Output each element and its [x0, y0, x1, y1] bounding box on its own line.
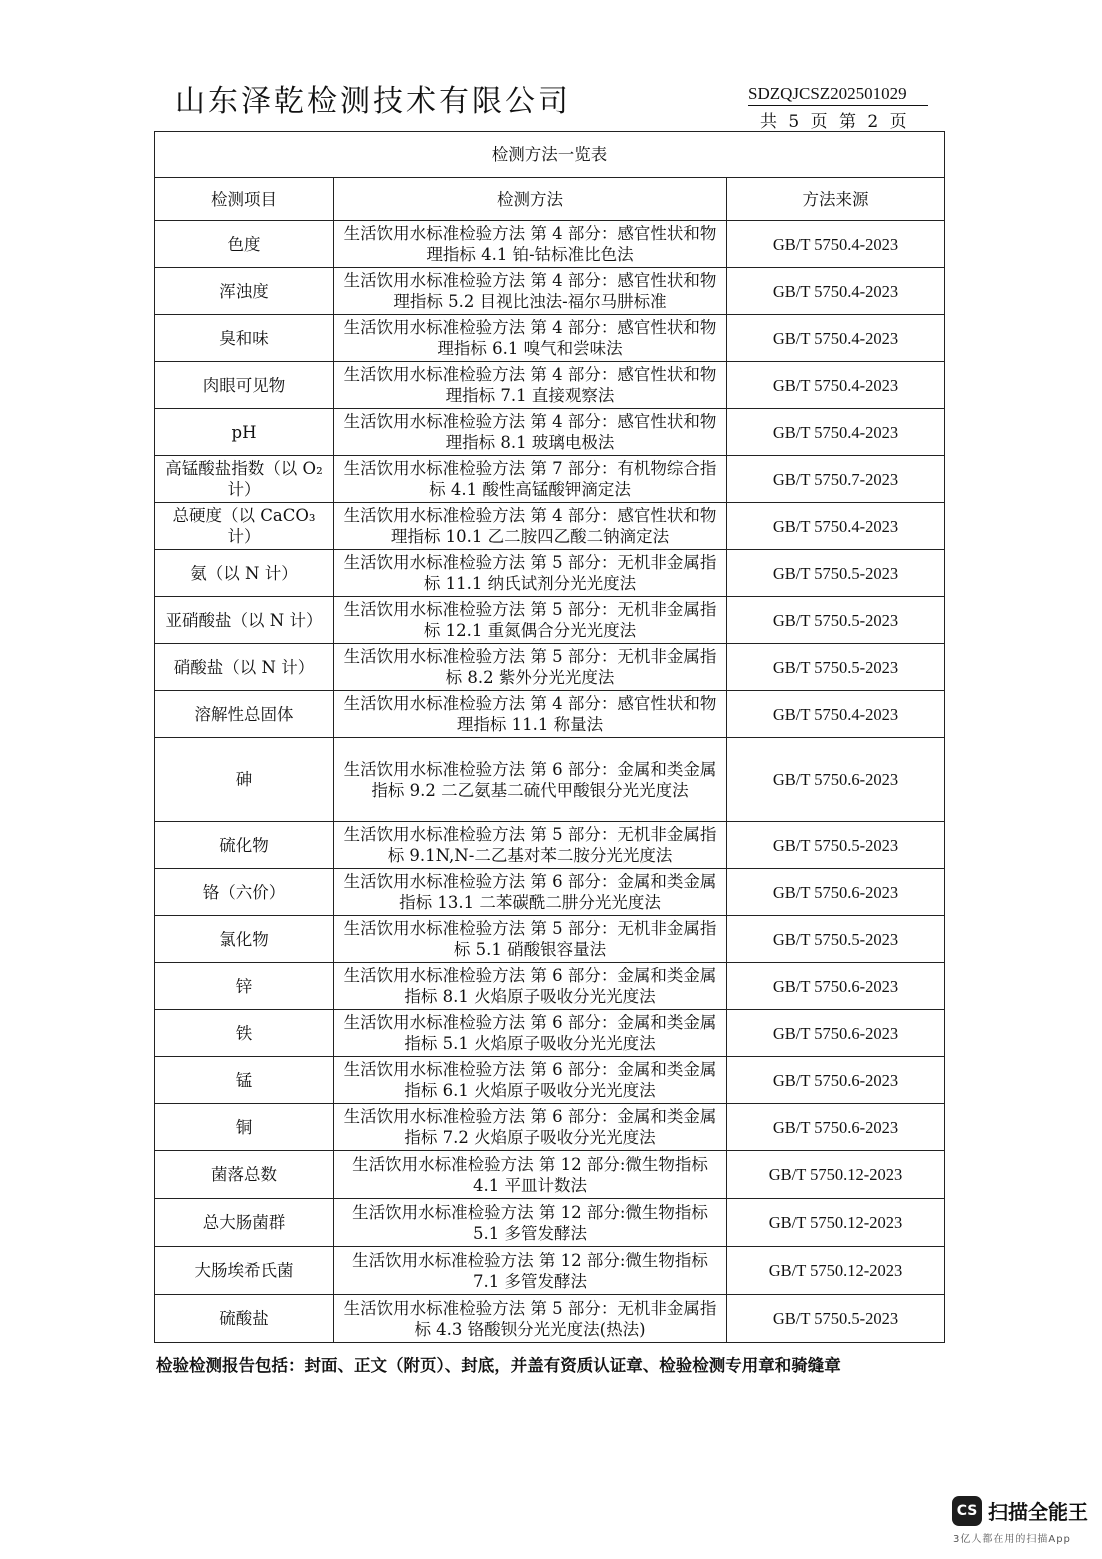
method-cell: 生活饮用水标准检验方法 第 7 部分：有机物综合指标 4.1 酸性高锰酸钾滴定法 — [334, 456, 727, 503]
item-cell: 高锰酸盐指数（以 O₂ 计） — [155, 456, 334, 503]
footer-note: 检验检测报告包括：封面、正文（附页）、封底，并盖有资质认证章、检验检测专用章和骑缝章 — [156, 1356, 841, 1375]
table-row — [155, 963, 945, 1010]
item-cell: 亚硝酸盐（以 N 计） — [155, 597, 334, 644]
source-cell: GB/T 5750.4-2023 — [727, 221, 945, 268]
page-info: 共 5 页 第 2 页 — [760, 112, 907, 132]
method-cell: 生活饮用水标准检验方法 第 4 部分：感官性状和物理指标 5.2 目视比浊法-福尔马肼标准 — [334, 268, 727, 315]
item-cell: 铁 — [155, 1010, 334, 1057]
table-row — [155, 1057, 945, 1104]
table-row — [155, 456, 945, 503]
method-cell: 生活饮用水标准检验方法 第 6 部分：金属和类金属指标 8.1 火焰原子吸收分光光度法 — [334, 963, 727, 1010]
method-cell: 生活饮用水标准检验方法 第 6 部分：金属和类金属指标 7.2 火焰原子吸收分光光度法 — [334, 1104, 727, 1151]
method-cell: 生活饮用水标准检验方法 第 4 部分：感官性状和物理指标 7.1 直接观察法 — [334, 362, 727, 409]
item-cell: 总大肠菌群 — [155, 1199, 334, 1247]
table-row — [155, 738, 945, 822]
method-cell: 生活饮用水标准检验方法 第 6 部分：金属和类金属指标 6.1 火焰原子吸收分光光度法 — [334, 1057, 727, 1104]
source-cell: GB/T 5750.5-2023 — [727, 644, 945, 691]
method-cell: 生活饮用水标准检验方法 第 4 部分：感官性状和物理指标 6.1 嗅气和尝味法 — [334, 315, 727, 362]
source-cell: GB/T 5750.6-2023 — [727, 963, 945, 1010]
method-cell: 生活饮用水标准检验方法 第 5 部分：无机非金属指标 11.1 纳氏试剂分光光度法 — [334, 550, 727, 597]
method-cell: 生活饮用水标准检验方法 第 4 部分：感官性状和物理指标 4.1 铂-钴标准比色法 — [334, 221, 727, 268]
source-cell: GB/T 5750.4-2023 — [727, 362, 945, 409]
table-row — [155, 1104, 945, 1151]
source-cell: GB/T 5750.6-2023 — [727, 1057, 945, 1104]
table-row — [155, 691, 945, 738]
source-cell: GB/T 5750.6-2023 — [727, 738, 945, 822]
report-number: SDZQJCSZ202501029 — [748, 84, 928, 106]
method-cell: 生活饮用水标准检验方法 第 12 部分:微生物指标 7.1 多管发酵法 — [334, 1247, 727, 1295]
table-row — [155, 916, 945, 963]
method-cell: 生活饮用水标准检验方法 第 4 部分：感官性状和物理指标 10.1 乙二胺四乙酸二钠滴定法 — [334, 503, 727, 550]
table-row — [155, 822, 945, 869]
table-title-row — [155, 132, 945, 178]
method-cell: 生活饮用水标准检验方法 第 4 部分：感官性状和物理指标 8.1 玻璃电极法 — [334, 409, 727, 456]
item-cell: 硫酸盐 — [155, 1295, 334, 1343]
source-cell: GB/T 5750.5-2023 — [727, 550, 945, 597]
source-cell: GB/T 5750.5-2023 — [727, 597, 945, 644]
method-cell: 生活饮用水标准检验方法 第 5 部分：无机非金属指标 4.3 铬酸钡分光光度法(热法) — [334, 1295, 727, 1343]
item-cell: 硫化物 — [155, 822, 334, 869]
source-cell: GB/T 5750.4-2023 — [727, 691, 945, 738]
item-cell: 铬（六价） — [155, 869, 334, 916]
source-cell: GB/T 5750.7-2023 — [727, 456, 945, 503]
source-cell: GB/T 5750.4-2023 — [727, 503, 945, 550]
method-cell: 生活饮用水标准检验方法 第 5 部分：无机非金属指标 8.2 紫外分光光度法 — [334, 644, 727, 691]
source-cell: GB/T 5750.6-2023 — [727, 869, 945, 916]
item-cell: 氨（以 N 计） — [155, 550, 334, 597]
method-cell: 生活饮用水标准检验方法 第 5 部分：无机非金属指标 9.1N,N-二乙基对苯二胺分光光度法 — [334, 822, 727, 869]
method-cell: 生活饮用水标准检验方法 第 12 部分:微生物指标 5.1 多管发酵法 — [334, 1199, 727, 1247]
table-row — [155, 1247, 945, 1295]
item-cell: 肉眼可见物 — [155, 362, 334, 409]
camscanner-name: 扫描全能王 — [988, 1500, 1088, 1524]
item-cell: 铜 — [155, 1104, 334, 1151]
table-row — [155, 1010, 945, 1057]
source-cell: GB/T 5750.4-2023 — [727, 268, 945, 315]
source-cell: GB/T 5750.6-2023 — [727, 1010, 945, 1057]
column-header-method: 检测方法 — [334, 178, 727, 221]
method-cell: 生活饮用水标准检验方法 第 12 部分:微生物指标 4.1 平皿计数法 — [334, 1151, 727, 1199]
source-cell: GB/T 5750.4-2023 — [727, 409, 945, 456]
method-cell: 生活饮用水标准检验方法 第 6 部分：金属和类金属指标 5.1 火焰原子吸收分光光度法 — [334, 1010, 727, 1057]
method-table — [154, 131, 945, 1343]
item-cell: 臭和味 — [155, 315, 334, 362]
item-cell: 氯化物 — [155, 916, 334, 963]
table-row — [155, 597, 945, 644]
item-cell: 锰 — [155, 1057, 334, 1104]
source-cell: GB/T 5750.12-2023 — [727, 1199, 945, 1247]
source-cell: GB/T 5750.4-2023 — [727, 315, 945, 362]
table-row — [155, 869, 945, 916]
table-row — [155, 1199, 945, 1247]
item-cell: 浑浊度 — [155, 268, 334, 315]
source-cell: GB/T 5750.6-2023 — [727, 1104, 945, 1151]
method-cell: 生活饮用水标准检验方法 第 6 部分：金属和类金属指标 9.2 二乙氨基二硫代甲酸银分光光度法 — [334, 738, 727, 822]
company-name: 山东泽乾检测技术有限公司 — [175, 84, 571, 119]
table-row — [155, 221, 945, 268]
table-row — [155, 1295, 945, 1343]
table-row — [155, 362, 945, 409]
source-cell: GB/T 5750.5-2023 — [727, 1295, 945, 1343]
column-header-source: 方法来源 — [727, 178, 945, 221]
method-cell: 生活饮用水标准检验方法 第 6 部分：金属和类金属指标 13.1 二苯碳酰二肼分光光度法 — [334, 869, 727, 916]
method-cell: 生活饮用水标准检验方法 第 5 部分：无机非金属指标 12.1 重氮偶合分光光度法 — [334, 597, 727, 644]
item-cell: 硝酸盐（以 N 计） — [155, 644, 334, 691]
source-cell: GB/T 5750.12-2023 — [727, 1151, 945, 1199]
source-cell: GB/T 5750.5-2023 — [727, 822, 945, 869]
table-row — [155, 550, 945, 597]
item-cell: 溶解性总固体 — [155, 691, 334, 738]
column-header-item: 检测项目 — [155, 178, 334, 221]
item-cell: 菌落总数 — [155, 1151, 334, 1199]
table-row — [155, 409, 945, 456]
source-cell: GB/T 5750.12-2023 — [727, 1247, 945, 1295]
source-cell: GB/T 5750.5-2023 — [727, 916, 945, 963]
camscanner-tagline: 3亿人都在用的扫描App — [953, 1534, 1071, 1545]
item-cell: 总硬度（以 CaCO₃ 计） — [155, 503, 334, 550]
table-header-row — [155, 178, 945, 221]
table-row — [155, 644, 945, 691]
item-cell: 大肠埃希氏菌 — [155, 1247, 334, 1295]
table-row — [155, 503, 945, 550]
camscanner-logo-icon: CS — [952, 1496, 982, 1526]
item-cell: pH — [155, 409, 334, 456]
item-cell: 砷 — [155, 738, 334, 822]
item-cell: 锌 — [155, 963, 334, 1010]
method-cell: 生活饮用水标准检验方法 第 4 部分：感官性状和物理指标 11.1 称量法 — [334, 691, 727, 738]
table-row — [155, 1151, 945, 1199]
table-title: 检测方法一览表 — [155, 132, 945, 178]
item-cell: 色度 — [155, 221, 334, 268]
table-row — [155, 268, 945, 315]
method-cell: 生活饮用水标准检验方法 第 5 部分：无机非金属指标 5.1 硝酸银容量法 — [334, 916, 727, 963]
table-row — [155, 315, 945, 362]
